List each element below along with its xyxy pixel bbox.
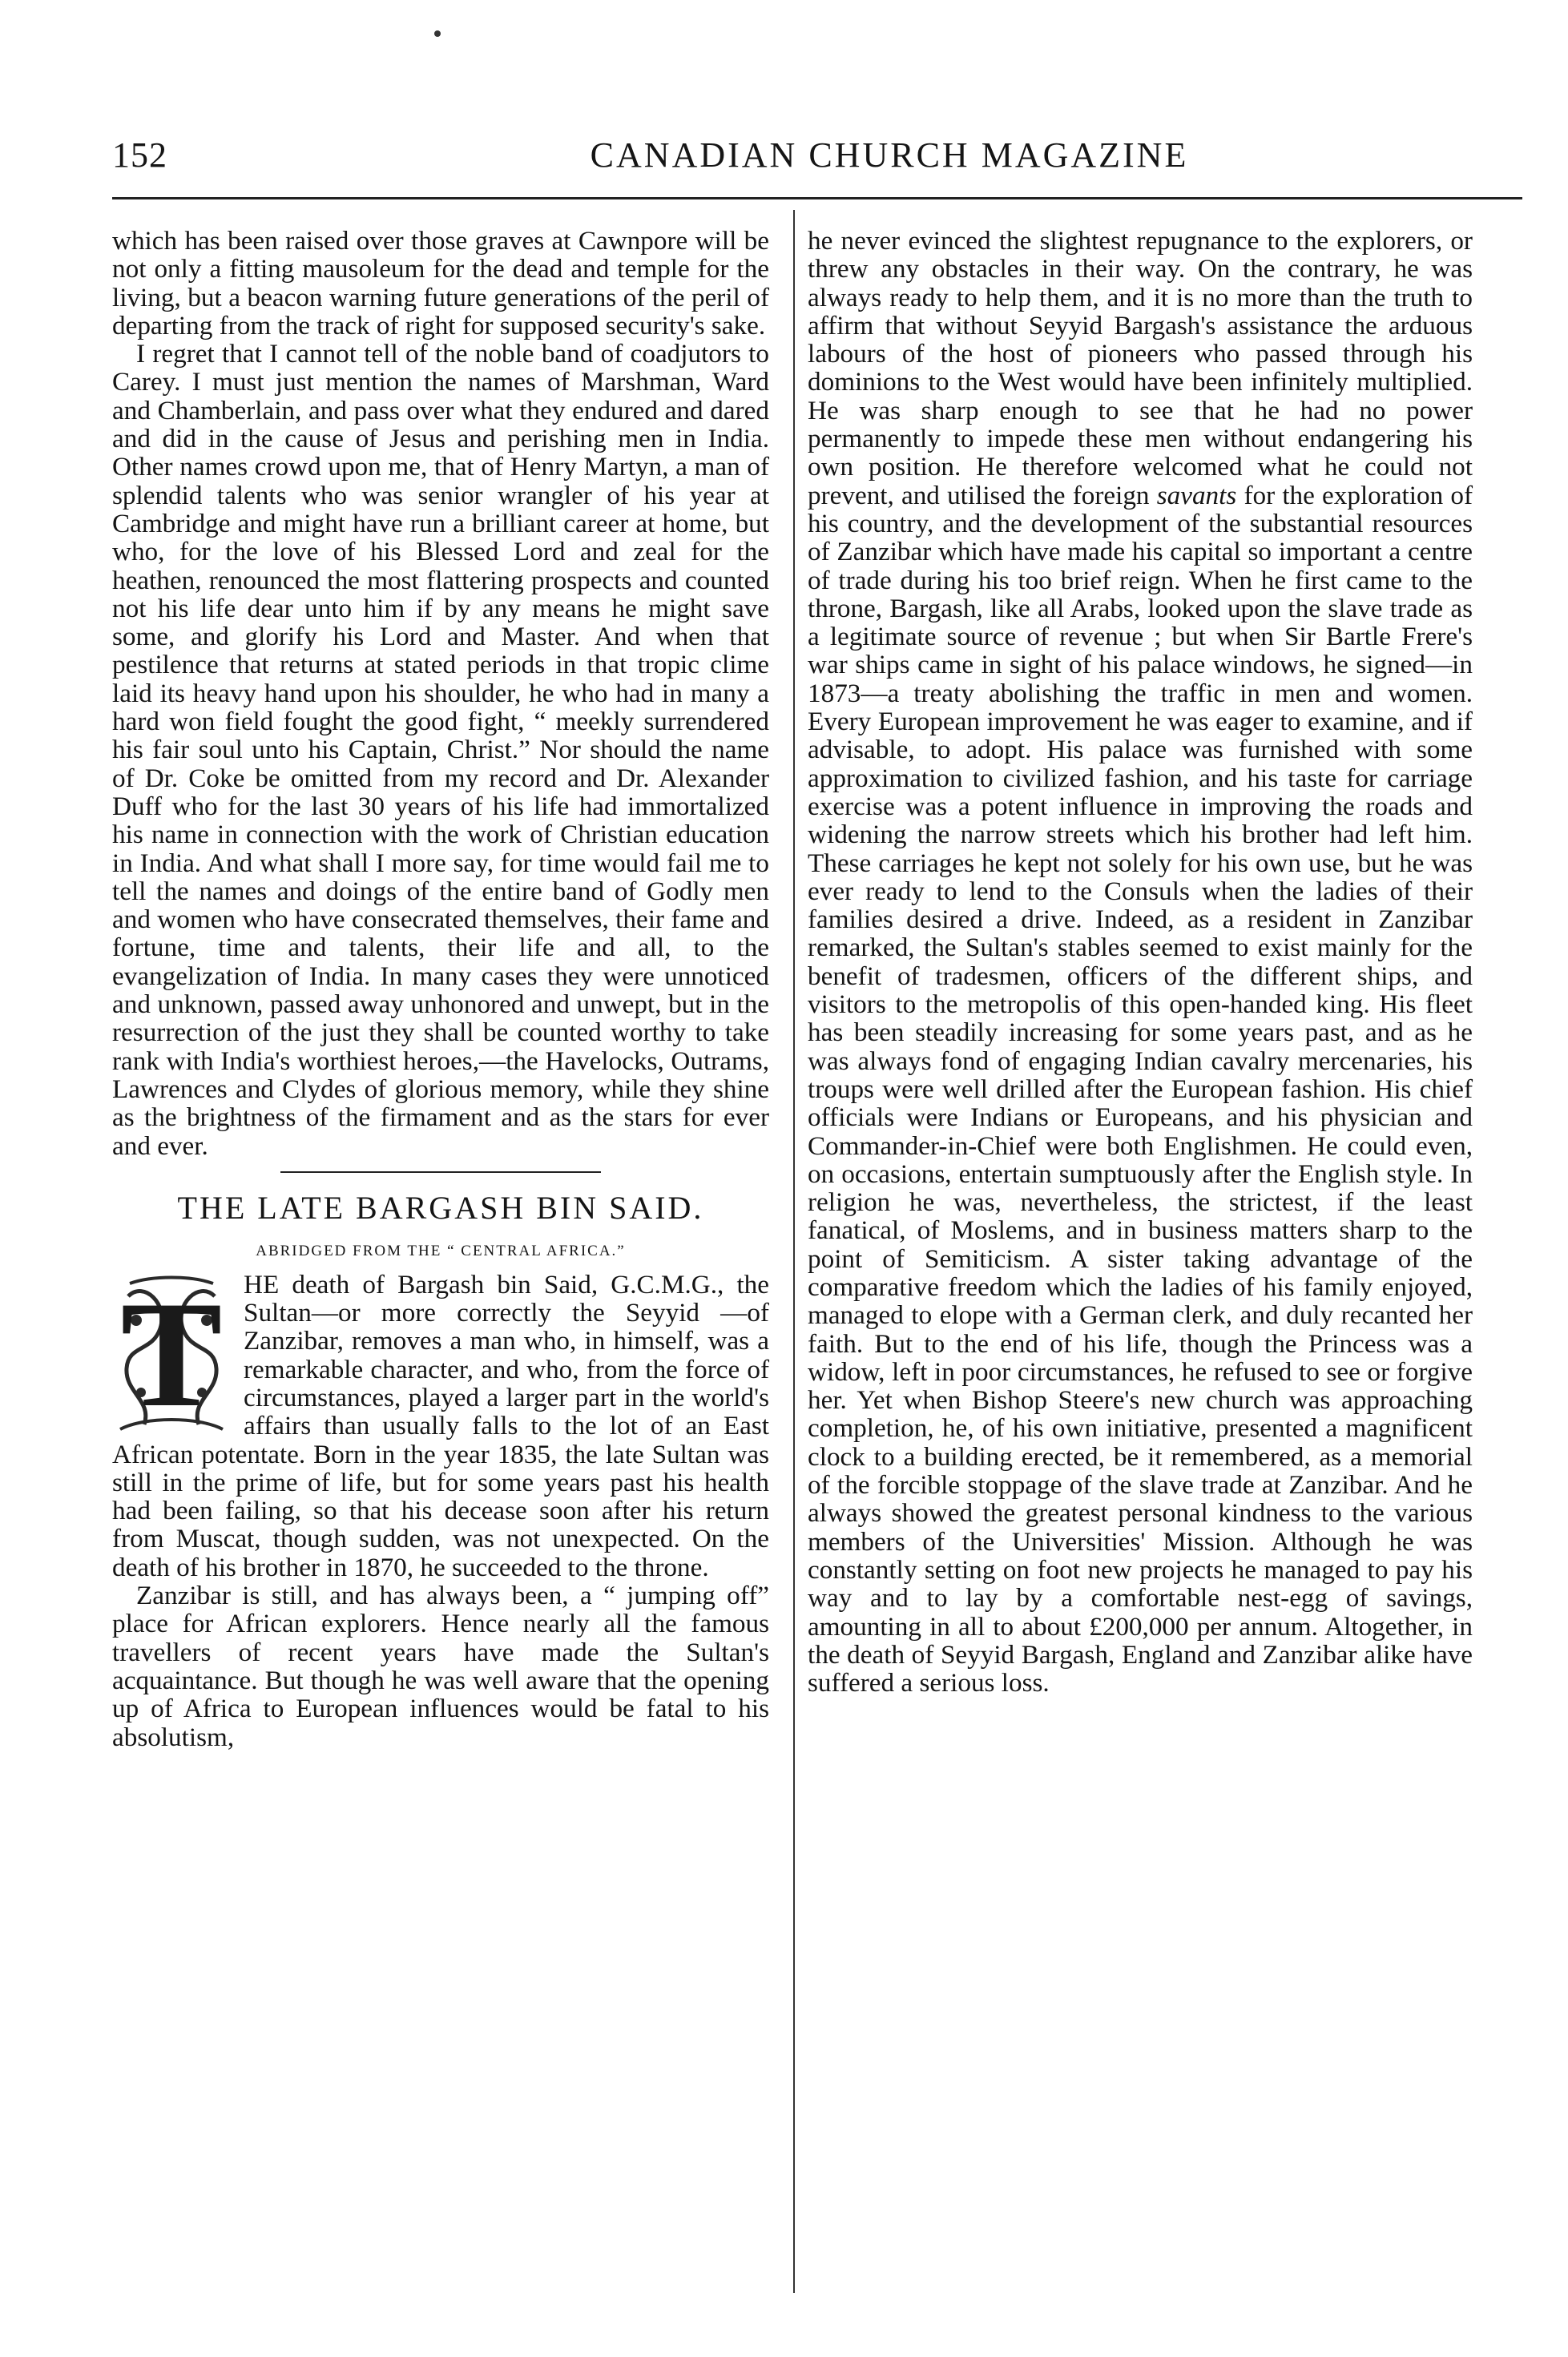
running-title: CANADIAN CHURCH MAGAZINE [590,135,1189,175]
left-column [112,227,769,1751]
paragraph: I regret that I cannot tell of the noble band of coadjutors to Carey. I must just mention the names of Marshman, Ward and Chamberlain, and pass over what they endured and dared and did in the cause of Jesus and perishing men in India. Other names crowd upon me, that of Henry Martyn, a man of splendid talents who was senior wrangler of his year at Cambridge and might have run a brilliant career at home, but who, for the love of his Blessed Lord and zeal for the heathen, renounced the most flattering prospects and counted not his life dear unto him if by any means he might save some, and glorify his Lord and Master. And when that pestilence that returns at stated periods in that tropic clime laid its heavy hand upon his shoulder, he who had in many a hard won field fought the good fight, “ meekly surrendered his fair soul unto his Captain, Christ.” Nor should the name of Dr. Coke be omitted from my record and Dr. Alexander Duff who for the last 30 years of his life had immortalized his name in connection with the work of Christian education in India. And what shall I more say, for time would fail me to tell the names and doings of the entire band of Godly men and women who have consecrated themselves, their fame and fortune, time and talents, their life and all, to the evangelization of India. In many cases they were unnoticed and unknown, passed away unhonored and unwept, but in the resurrection of the just they shall be counted worthy to take rank with India's worthiest heroes,—the Havelocks, Outrams, Lawrences and Clydes of glorious memory, while they shine as the brightness of the firmament and as the stars for ever and ever. [112,339,769,1161]
paragraph-text: he never evinced the slightest repugnance to the explorers, or threw any obstacles in their way. On the contrary, he was always ready to help them, and it is no more than the truth to affirm that without Seyyid Bargash's assistance the arduous labours of the host of pioneers who passed through his dominions to the West would have been infinitely multiplied. He was sharp enough to see that he had no power permanently to impede these men without endangering his own position. He therefore welcomed what he could not prevent, and utilised the foreign [808,226,1473,510]
page-header [112,135,1522,191]
column-divider [793,210,795,2293]
decorative-initial [112,1272,231,1437]
ink-speck [434,30,441,37]
paragraph: Zanzibar is still, and has always been, a “ jumping off” place for African explorers. Hence nearly all the famous travellers of recent years have made the Sultan's acquaintance. But though he was well aware that the opening up of Africa to European influences would be fatal to his absolutism, [112,1581,769,1752]
italic-word: savants [1156,480,1237,510]
paragraph [808,227,1473,1697]
page-number: 152 [112,135,167,175]
paragraph: HE death of Bargash bin Said, G.C.M.G., the Sultan—or more correctly the Seyyid —of Zanzibar, removes a man who, in himself, was a remarkable character, and who, from the force of circumstances, played a larger part in the world's affairs than usually falls to the lot of an East African potentate. Born in the year 1835, the late Sultan was still in the prime of life, but for some years past his health had been failing, so that his decease soon after his return from Muscat, though sudden, was not unexpected. On the death of his brother in 1870, he succeeded to the throne. [112,1269,769,1582]
article-title: THE LATE BARGASH BIN SAID. [177,1189,704,1226]
right-column [808,227,1473,1697]
drop-cap-letter: T [120,1270,223,1439]
paragraph: which has been raised over those graves at Cawnpore will be not only a fitting mausoleum for the dead and temple for the living, but a beacon warning future generations of the peril of departing from the track of right for supposed security's sake. [112,226,769,340]
paragraph-text: for the exploration of his country, and the development of the substantial resources of Zanzibar which have made his capital so important a centre of trade during his too brief reign. When he first came to the throne, Bargash, like all Arabs, looked upon the slave trade as a legitimate source of revenue ; but when Sir Bartle Frere's war ships came in sight of his palace windows, he signed—in 1873—a treaty abolishing the traffic in men and women. Every European improvement he was eager to examine, and if advisable, to adopt. His palace was furnished with some approximation to civilized fashion, and his taste for carriage exercise was a potent influence in improving the roads and widening the narrow streets which his brother had left him. These carriages he kept not solely for his own use, but he was ever ready to lend to the Consuls when the ladies of their families desired a drive. Indeed, as a resident in Zanzibar remarked, the Sultan's stables seemed to exist mainly for the benefit of tradesmen, officers of the different ships, and visitors to the metropolis of this open-handed king. His fleet has been steadily increasing for some years past, and as he was always fond of engaging Indian cavalry mercenaries, his troups were well drilled after the European fashion. His chief officials were Indians or Europeans, and his physician and Commander-in-Chief were both Englishmen. He could even, on occasions, entertain sumptuously after the English style. In religion he was, nevertheless, the strictest, if the least fanatical, of Moslems, and in business matters sharp to the point of Semiticism. A sister taking advantage of the comparative freedom which the ladies of his family enjoyed, managed to elope with a German clerk, and duly recanted her faith. But to the end of his life, though the Princess was a widow, left in poor circumstances, he refused to see or forgive her. Yet when Bishop Steere's new church was approaching completion, he, of his own initiative, presented a magnificent clock to a building erected, be it remembered, as a memorial of the forcible stoppage of the slave trade at Zanzibar. And he always showed the greatest personal kindness to the various members of the Universities' Mission. Although he was constantly setting on foot new projects he managed to pay his way and to lay by a comfortable nest-egg of savings, amounting in all to about £200,000 per annum. Altogether, in the death of Seyyid Bargash, England and Zanzibar alike have suffered a serious loss. [808,480,1473,1698]
article-source: ABRIDGED FROM THE “ CENTRAL AFRICA.” [256,1242,626,1259]
header-rule [112,197,1522,199]
section-rule [280,1171,601,1173]
